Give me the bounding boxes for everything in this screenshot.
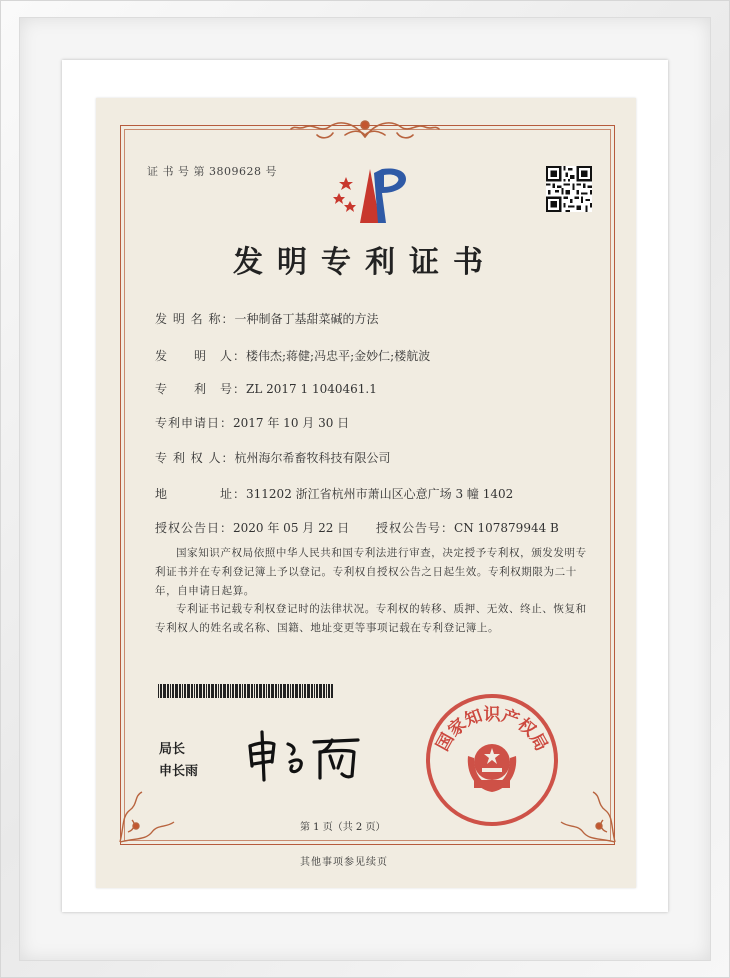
certificate-title: 发明专利证书 — [233, 245, 497, 280]
field-value: 杭州海尔希畜牧科技有限公司 — [234, 451, 391, 465]
statement-paragraph-2: 专利证书记载专利权登记时的法律状况。专利权的转移、质押、无效、终止、恢复和专利权人的姓名或名称、国籍、地址变更等事项记载在专利登记簿上。 — [155, 603, 587, 634]
field-application-date — [155, 414, 349, 431]
statement-paragraph-1: 国家知识产权局依照中华人民共和国专利法进行审查，决定授予专利权，颁发发明专利证书并在专利登记簿上予以登记。专利权自授权公告之日起生效。专利权期限为二十年，自申请日起算。 — [155, 547, 587, 597]
field-grant-date — [155, 519, 349, 536]
field-value: 楼伟杰;蒋健;冯忠平;金妙仁;楼航波 — [246, 349, 431, 363]
page-indicator: 第 1 页（共 2 页） — [300, 822, 386, 833]
field-patent-number — [155, 380, 377, 397]
signatory-title: 局长 — [159, 742, 186, 757]
field-invention-name — [155, 310, 378, 327]
field-label: 专 利 权 人： — [155, 451, 235, 465]
certificate-number: 证 书 号 第 3809628 号 — [147, 165, 277, 178]
top-ornament-icon — [285, 113, 445, 143]
field-grant-number — [376, 519, 559, 536]
corner-ornament-bottom-right-icon — [557, 786, 617, 844]
field-label: 专 利 号： — [155, 382, 247, 396]
seal-text: 国家知识产权局 — [432, 705, 552, 755]
field-value: 一种制备丁基甜菜碱的方法 — [234, 312, 379, 326]
field-label: 发 明 名 称： — [155, 312, 235, 326]
field-label: 发 明 人： — [155, 349, 247, 363]
qr-code-icon — [546, 166, 592, 212]
signature-icon — [240, 722, 380, 782]
cnipa-logo-icon — [324, 163, 414, 229]
field-label: 专利申请日： — [155, 416, 234, 430]
field-value: 2020 年 05 月 22 日 — [233, 521, 350, 535]
field-value: 2017 年 10 月 30 日 — [233, 416, 350, 430]
signatory-name: 申长雨 — [159, 764, 199, 779]
corner-ornament-bottom-left-icon — [118, 786, 178, 844]
field-address — [155, 485, 513, 502]
field-label: 授权公告日： — [155, 521, 234, 535]
continuation-note: 其他事项参见续页 — [300, 857, 388, 868]
field-value: ZL 2017 1 1040461.1 — [246, 382, 377, 396]
field-patentee — [155, 449, 390, 466]
field-label: 地 址： — [155, 487, 247, 501]
field-inventors — [155, 347, 430, 364]
field-label: 授权公告号： — [376, 521, 455, 535]
field-value: 311202 浙江省杭州市萧山区心意广场 3 幢 1402 — [246, 487, 514, 501]
barcode-icon — [158, 684, 333, 698]
field-value: CN 107879944 B — [454, 521, 559, 535]
official-seal-icon — [422, 690, 562, 830]
